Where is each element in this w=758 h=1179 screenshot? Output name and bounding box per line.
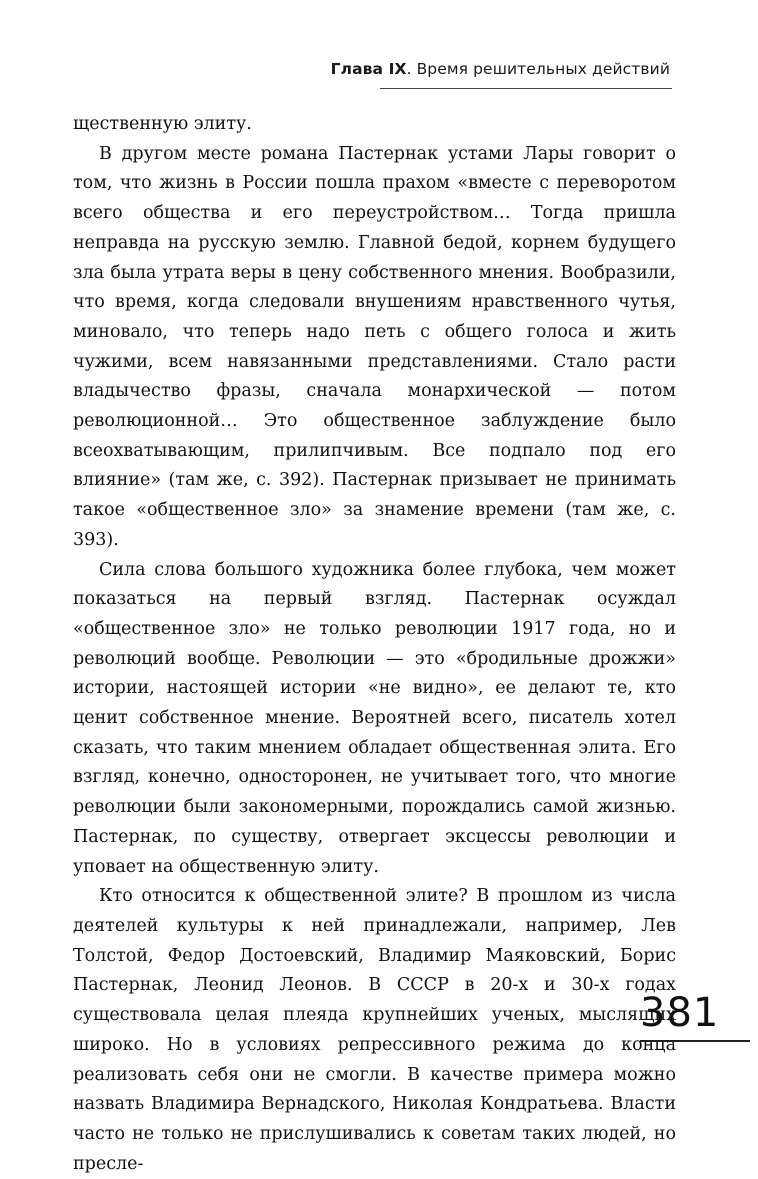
page-number: 381 <box>640 990 720 1036</box>
chapter-title: . Время решительных действий <box>406 60 670 78</box>
paragraph: Сила слова большого художника более глубока, чем может показаться на первый взгляд. Пастернак осуждал «общественное зло» не только революции 1917 года, но и революций вообще. Революции — это «бродильные дрожжи» истории, настоящей истории «не видно», ее делают те, кто ценит собственное мнение. Вероятней всего, писатель хотел сказать, что таким мнением обладает общественная элита. Его взгляд, конечно, односторонен, не учитывает того, что многие революции были закономерными, порождались самой жизнью. Пастернак, по существу, отвергает эксцессы революции и уповает на общественную элиту. <box>73 559 676 877</box>
page-number-rule <box>640 1040 750 1042</box>
paragraph-continuation: щественную элиту. <box>73 114 252 134</box>
body-text <box>73 110 676 1179</box>
paragraph: В другом месте романа Пастернак устами Лары говорит о том, что жизнь в России пошла прахом «вместе с переворотом всего общества и его переустройством… Тогда пришла неправда на русскую землю. Главной бедой, корнем будущего зла была утрата веры в цену собственного мнения. Вообразили, что время, когда следовали внушениям нравственного чутья, миновало, что теперь надо петь с общего голоса и жить чужими, всем навязанными представлениями. Стало расти владычество фразы, сначала монархической — потом революционной… Это общественное заблуждение было всеохватывающим, прилипчивым. Все подпало под его влияние» (там же, с. 392). Пастернак призывает не принимать такое «общественное зло» за знамение времени (там же, с. 393). <box>73 143 676 550</box>
header-rule <box>380 88 672 89</box>
running-head <box>230 60 670 78</box>
chapter-label: Глава IX <box>330 60 407 78</box>
paragraph: Кто относится к общественной элите? В прошлом из числа деятелей культуры к ней принадлежали, например, Лев Толстой, Федор Достоевский, Владимир Маяковский, Борис Пастернак, Леонид Леонов. В СССР в 20-х и 30-х годах существовала целая плеяда крупнейших ученых, мыслящих широко. Но в условиях репрессивного режима до конца реализовать себя они не смогли. В качестве примера можно назвать Владимира Вернадского, Николая Кондратьева. Власти часто не только не прислушивались к советам таких людей, но пресле- <box>73 886 676 1174</box>
